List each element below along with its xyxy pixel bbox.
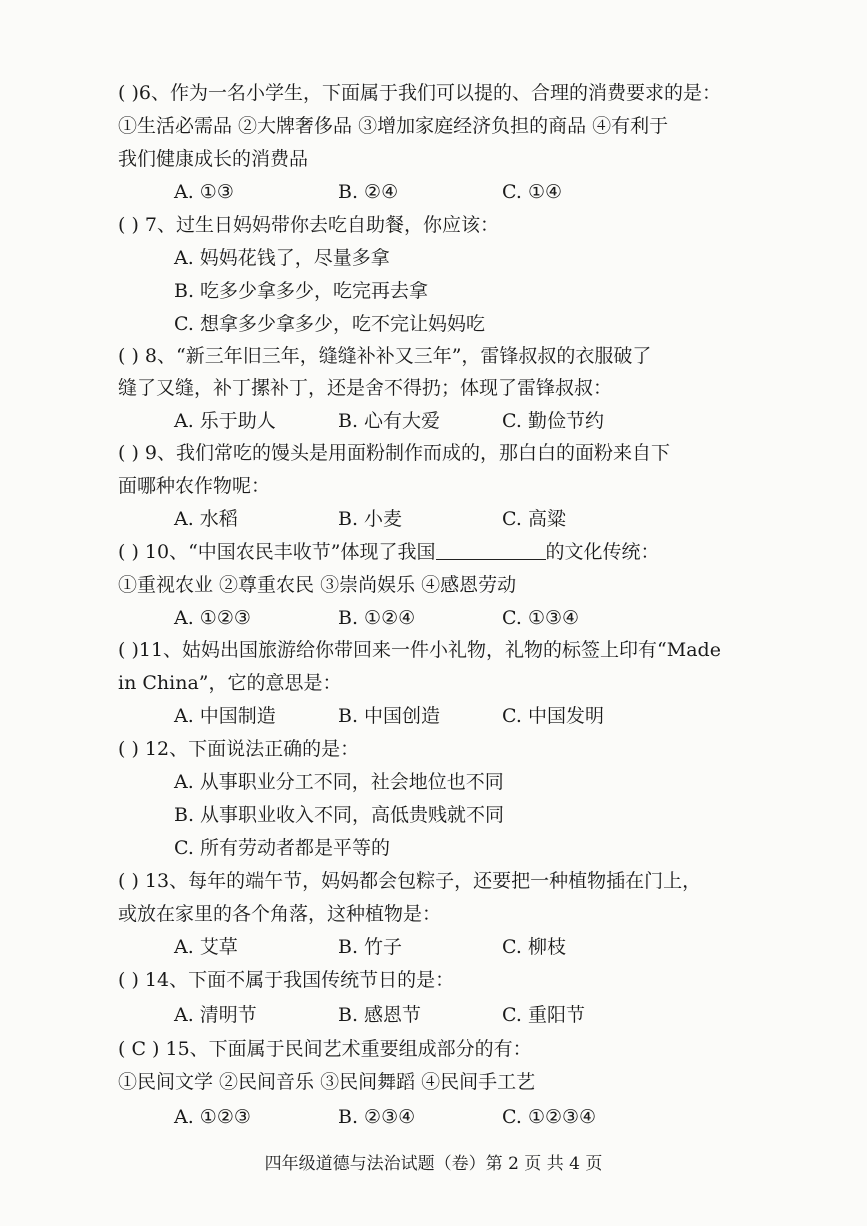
- q7-option-a: A. 妈妈花钱了，尽量多拿: [174, 247, 390, 269]
- q11-option-a: A. 中国制造: [174, 705, 276, 727]
- q8-stem-line-2: 缝了又缝，补丁摞补丁，还是舍不得扔；体现了雷锋叔叔：: [118, 377, 613, 399]
- q6-stem-line-3: 我们健康成长的消费品: [118, 148, 309, 170]
- q7-option-b: B. 吃多少拿多少，吃完再去拿: [174, 280, 429, 302]
- q15-option-a: A. ①②③: [174, 1106, 251, 1128]
- q11-option-c: C. 中国发明: [502, 705, 604, 727]
- q14-option-a: A. 清明节: [174, 1004, 257, 1026]
- q13-stem-line-2: 或放在家里的各个角落，这种植物是：: [118, 903, 442, 925]
- q15-option-b: B. ②③④: [338, 1106, 416, 1128]
- q6-option-b: B. ②④: [338, 181, 399, 203]
- q12-option-c: C. 所有劳动者都是平等的: [174, 837, 390, 859]
- page-footer: 四年级道德与法治试题（卷）第 2 页 共 4 页: [264, 1154, 603, 1174]
- q13-option-c: C. 柳枝: [502, 936, 566, 958]
- q13-option-b: B. 竹子: [338, 936, 403, 958]
- q9-option-c: C. 高粱: [502, 508, 566, 530]
- q15-option-c: C. ①②③④: [502, 1106, 597, 1128]
- q8-option-c: C. 勤俭节约: [502, 410, 604, 432]
- q10-stem-line-2: ①重视农业 ②尊重农民 ③崇尚娱乐 ④感恩劳动: [118, 574, 517, 596]
- q10-option-b: B. ①②④: [338, 607, 416, 629]
- q9-stem-line-1: ( ) 9、我们常吃的馒头是用面粉制作而成的，那白白的面粉来自下: [118, 442, 670, 464]
- answer-blank: [436, 539, 546, 560]
- q7-option-c: C. 想拿多少拿多少，吃不完让妈妈吃: [174, 313, 485, 335]
- q8-option-a: A. 乐于助人: [174, 410, 276, 432]
- q6-stem-line-1: ( )6、作为一名小学生，下面属于我们可以提的、合理的消费要求的是：: [118, 82, 721, 104]
- q11-option-b: B. 中国创造: [338, 705, 441, 727]
- q12-option-b: B. 从事职业收入不同，高低贵贱就不同: [174, 804, 505, 826]
- q14-option-b: B. 感恩节: [338, 1004, 422, 1026]
- q9-option-b: B. 小麦: [338, 508, 403, 530]
- q7-stem-line-1: ( ) 7、过生日妈妈带你去吃自助餐，你应该：: [118, 214, 499, 236]
- q10-option-c: C. ①③④: [502, 607, 580, 629]
- q12-stem-line-1: ( ) 12、下面说法正确的是：: [118, 738, 360, 760]
- q10-stem-line-1: [118, 539, 660, 565]
- q13-option-a: A. 艾草: [174, 936, 238, 958]
- q11-stem-line-1: ( )11、姑妈出国旅游给你带回来一件小礼物，礼物的标签上印有“Made: [118, 639, 721, 661]
- q15-stem-line-1: ( C ) 15、下面属于民间艺术重要组成部分的有：: [118, 1038, 532, 1060]
- q6-option-c: C. ①④: [502, 181, 563, 203]
- q14-option-c: C. 重阳节: [502, 1004, 585, 1026]
- q8-option-b: B. 心有大爱: [338, 410, 441, 432]
- q8-stem-line-1: ( ) 8、“新三年旧三年，缝缝补补又三年”，雷锋叔叔的衣服破了: [118, 345, 652, 367]
- q10-stem-part-b: 的文化传统：: [545, 541, 660, 563]
- q6-option-a: A. ①③: [174, 181, 234, 203]
- q11-stem-line-2: in China”，它的意思是：: [118, 672, 342, 694]
- q9-stem-line-2: 面哪种农作物呢：: [118, 475, 271, 497]
- q9-option-a: A. 水稻: [174, 508, 238, 530]
- q6-stem-line-2: ①生活必需品 ②大牌奢侈品 ③增加家庭经济负担的商品 ④有利于: [118, 115, 669, 137]
- q10-stem-part-a: ( ) 10、“中国农民丰收节”体现了我国: [118, 541, 436, 563]
- q10-option-a: A. ①②③: [174, 607, 251, 629]
- q12-option-a: A. 从事职业分工不同，社会地位也不同: [174, 771, 504, 793]
- q13-stem-line-1: ( ) 13、每年的端午节，妈妈都会包粽子，还要把一种植物插在门上，: [118, 870, 702, 892]
- q14-stem-line-1: ( ) 14、下面不属于我国传统节日的是：: [118, 969, 455, 991]
- q15-stem-line-2: ①民间文学 ②民间音乐 ③民间舞蹈 ④民间手工艺: [118, 1071, 536, 1093]
